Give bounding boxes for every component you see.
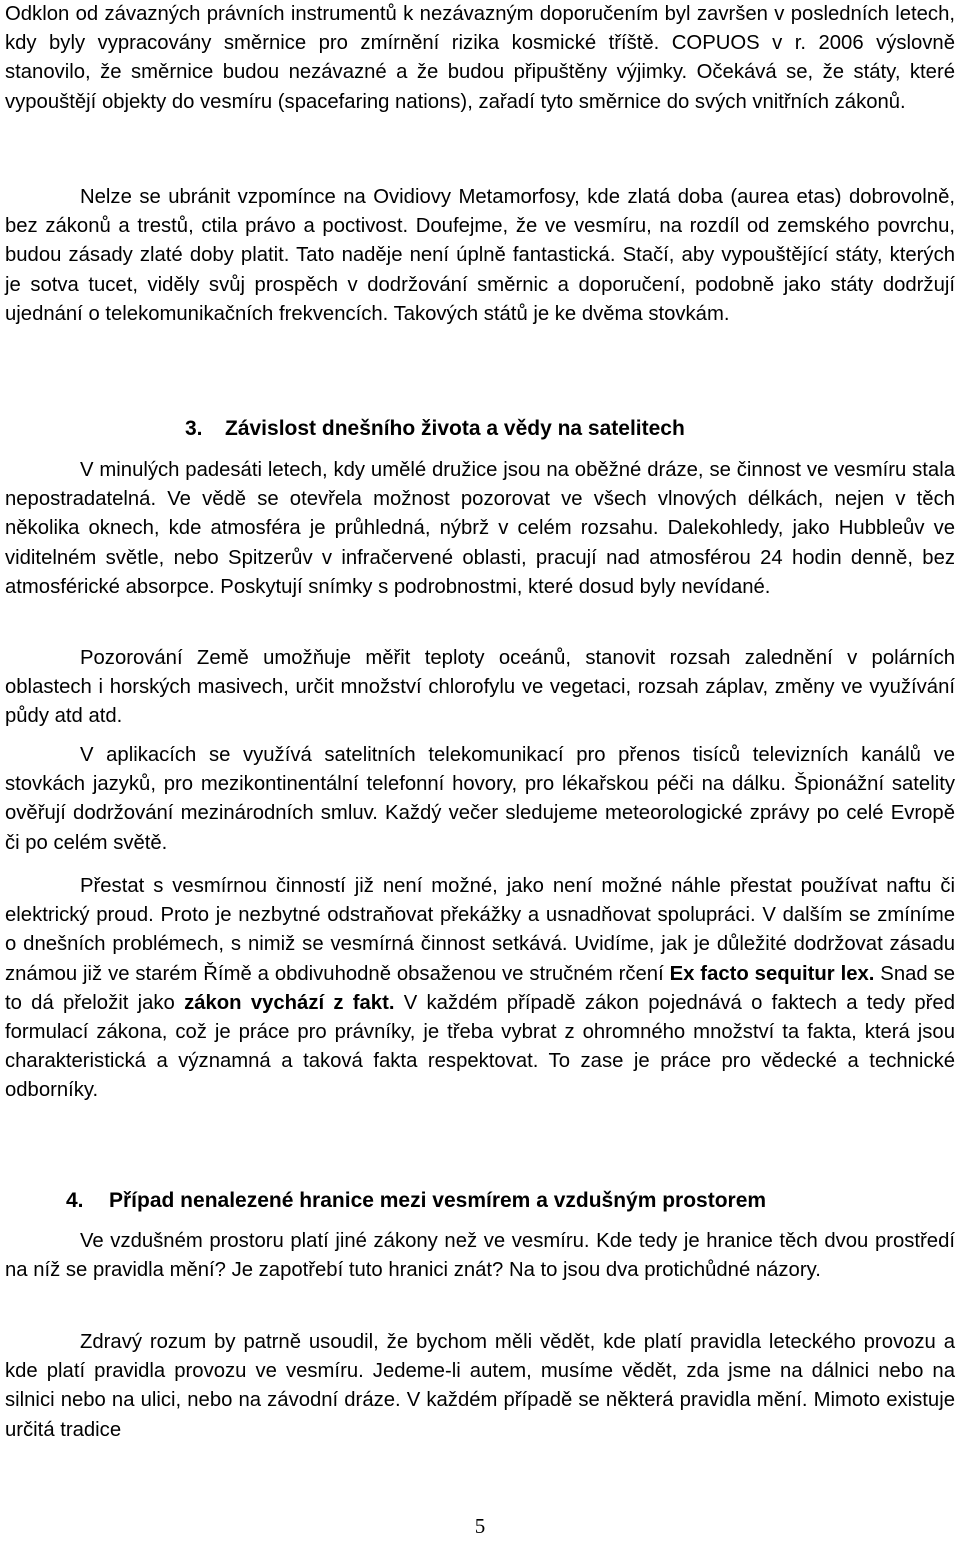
section-number: 3.: [185, 417, 203, 440]
paragraph: Pozorování Země umožňuje měřit teploty oceánů, stanovit rozsah zalednění v polárních oblastech i horských masivech, určit množství chlorofylu ve vegetaci, rozsah záplav, změny ve využívání půdy atd atd.: [5, 647, 955, 728]
text-run: Přestat s vesmírnou činností již není možné, jako není možné náhle přestat používat naftu či elektrický proud. Proto je nezbytné odstraňovat překážky a usnadňovat spolupráci. V dalším se zmíníme o dnešních problémech, s nimiž se vesmírná činnost setkává. Uvidíme, jak je důležité dodržovat zásadu známou již ve starém Římě a obdivuhodně obsaženou ve stručném rčení: [5, 875, 955, 985]
section-title: Závislost dnešního života a vědy na satelitech: [225, 417, 685, 440]
bold-phrase: Ex facto sequitur lex.: [669, 962, 875, 985]
paragraph: V minulých padesáti letech, kdy umělé družice jsou na oběžné dráze, se činnost ve vesmíru stala nepostradatelná. Ve vědě se otevřela možnost pozorovat ve všech vlnových délkách, nejen v těch několika oknech, kde atmosféra je průhledná, nýbrž v celém rozsahu. Dalekohledy, jako Hubbleův ve viditelném světle, nebo Spitzerův v infračervené oblasti, pracují nad atmosférou 24 hodin denně, bez atmosférické absorpce. Poskytují snímky s podrobnostmi, které dosud byly nevídané.: [5, 459, 955, 598]
section-heading: [66, 1186, 766, 1215]
bold-phrase: zákon vychází z fakt.: [184, 991, 395, 1014]
page-number: 5: [474, 1514, 486, 1538]
section-heading: [185, 414, 685, 443]
text-run: Snad se to dá přeložit jako: [5, 962, 955, 1014]
paragraph: Nelze se ubránit vzpomínce na Ovidiovy Metamorfosy, kde zlatá doba (aurea etas) dobrovolně, bez zákonů a trestů, ctila právo a poctivost. Doufejme, že ve vesmíru, na rozdíl od zemského povrchu, budou zásady zlaté doby platit. Tato naděje není úplně fantastická. Stačí, aby vypouštějící státy, kterých je sotva tucet, viděly svůj prospěch v dodržování směrnic a doporučení, podobně jako státy dodržují ujednání o telekomunikačních frekvencích. Takových států je ke dvěma stovkám.: [5, 186, 955, 325]
text-run: V každém případě zákon pojednává o faktech a tedy před formulací zákona, což je práce pro právníky, je třeba vybrat z ohromného množství ta fakta, která jsou charakteristická a významná a taková fakta respektovat. To zase je práce pro vědecké a technické odborníky.: [5, 991, 955, 1102]
paragraph: Ve vzdušném prostoru platí jiné zákony než ve vesmíru. Kde tedy je hranice těch dvou prostředí na níž se pravidla mění? Je zapotřebí tuto hranici znát? Na to jsou dva protichůdné názory.: [5, 1230, 955, 1282]
paragraph: V aplikacích se využívá satelitních telekomunikací pro přenos tisíců televizních kanálů ve stovkách jazyků, pro mezikontinentální telefonní hovory, pro lékařskou péči na dálku. Špionážní satelity ověřují dodržování mezinárodních smluv. Každý večer sledujeme meteorologické zprávy po celé Evropě či po celém světě.: [5, 744, 955, 854]
paragraph: Odklon od závazných právních instrumentů k nezávazným doporučením byl završen v posledních letech, kdy byly vypracovány směrnice pro zmírnění rizika kosmické tříště. COPUOS v r. 2006 výslovně stanovilo, že směrnice budou nezávazné a že budou připuštěny výjimky. Očekává se, že státy, které vypouštějí objekty do vesmíru (spacefaring nations), zařadí tyto směrnice do svých vnitřních zákonů.: [5, 3, 955, 113]
section-number: 4.: [66, 1189, 84, 1212]
paragraph: Zdravý rozum by patrně usoudil, že bychom měli vědět, kde platí pravidla leteckého provozu a kde platí pravidla provozu ve vesmíru. Jedeme-li autem, musíme vědět, zda jsme na dálnici nebo na silnici nebo na ulici, nebo na závodní dráze. V každém případě se některá pravidla mění. Mimoto existuje určitá tradice: [5, 1331, 955, 1441]
paragraph: [5, 872, 955, 1106]
section-title: Případ nenalezené hranice mezi vesmírem a vzdušným prostorem: [109, 1189, 767, 1212]
